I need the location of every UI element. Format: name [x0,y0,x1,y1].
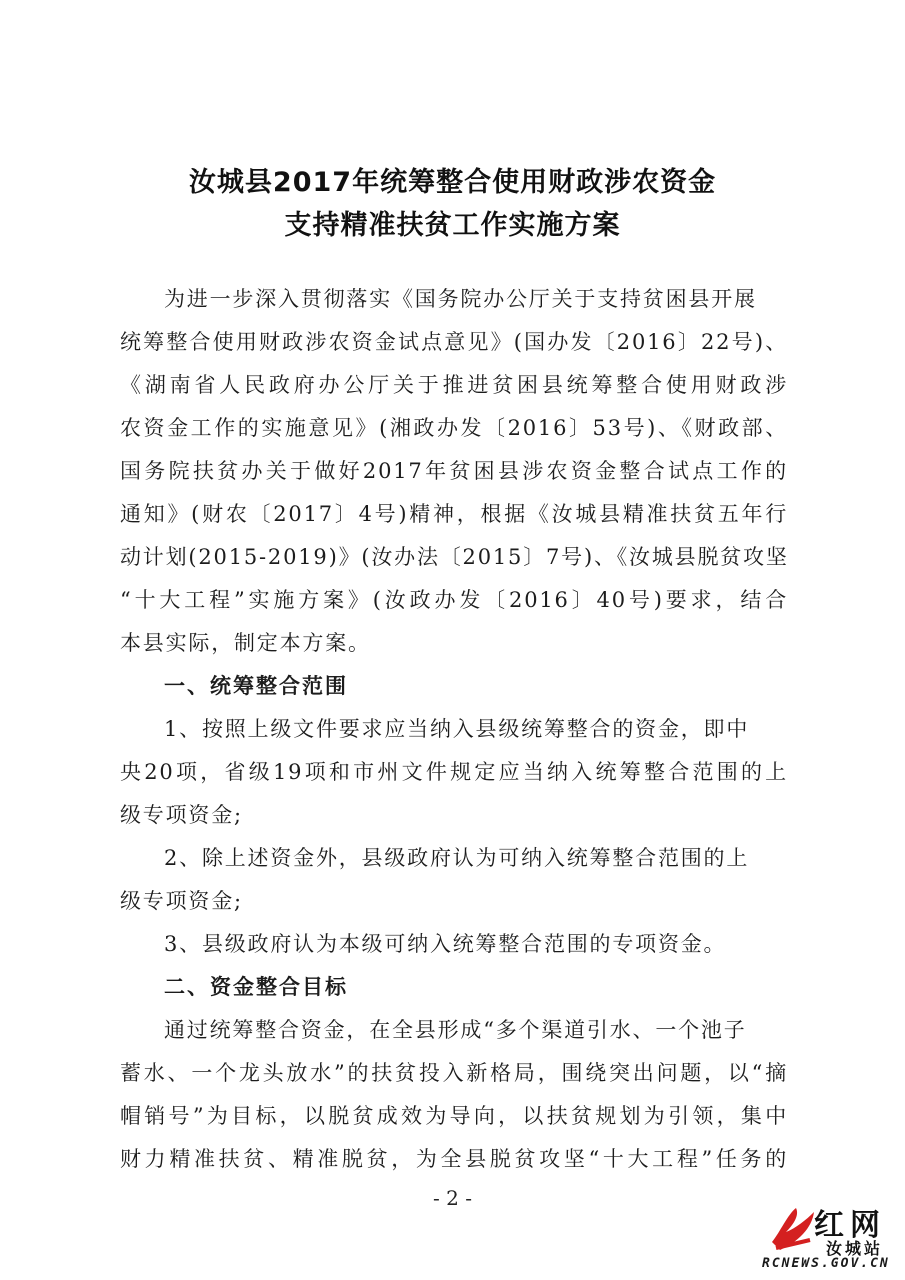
body-line: 级专项资金; [120,889,243,913]
watermark-station: 汝城站 [826,1239,884,1258]
body-line: 帽销号”为目标，以脱贫成效为导向，以扶贫规划为引领，集中 [120,1104,788,1128]
body-line: 《湖南省人民政府办公厅关于推进贫困县统筹整合使用财政涉 [120,373,788,397]
body-line: 财力精准扶贫、精准脱贫，为全县脱贫攻坚“十大工程”任务的 [120,1147,788,1171]
section-heading-2: 二、资金整合目标 [164,975,348,999]
watermark-url: RCNEWS.GOV.CN [762,1256,890,1271]
document-title-line-1: 汝城县2017年统筹整合使用财政涉农资金 [188,167,717,198]
body-line: 国务院扶贫办关于做好2017年贫困县涉农资金整合试点工作的 [120,459,788,483]
body-line: 蓄水、一个龙头放水”的扶贫投入新格局，围绕突出问题，以“摘 [120,1061,788,1085]
page-number: - 2 - [433,1186,472,1210]
body-line: 1、按照上级文件要求应当纳入县级统筹整合的资金，即中 [164,717,750,741]
rednet-logo-icon [766,1202,820,1254]
body-line: 通知》(财农〔2017〕4号)精神，根据《汝城县精准扶贫五年行 [120,502,788,526]
body-line: 农资金工作的实施意见》(湘政办发〔2016〕53号)、《财政部、 [120,416,788,440]
section-heading-1: 一、统筹整合范围 [164,674,348,698]
body-line: 央20项，省级19项和市州文件规定应当纳入统筹整合范围的上 [120,760,788,784]
body-line: 本县实际，制定本方案。 [120,631,371,655]
watermark-logo [760,1198,900,1276]
watermark-name: 红网 [814,1208,886,1243]
body-line: 为进一步深入贯彻落实《国务院办公厅关于支持贫困县开展 [164,287,757,311]
body-line: 动计划(2015-2019)》(汝办法〔2015〕7号)、《汝城县脱贫攻坚 [120,545,789,569]
body-line: 统筹整合使用财政涉农资金试点意见》(国办发〔2016〕22号)、 [120,330,788,354]
body-line: 3、县级政府认为本级可纳入统筹整合范围的专项资金。 [164,932,727,956]
body-line: “十大工程”实施方案》(汝政办发〔2016〕40号)要求，结合 [120,588,788,612]
document-title-line-2: 支持精准扶贫工作实施方案 [284,210,621,241]
body-line: 通过统筹整合资金，在全县形成“多个渠道引水、一个池子 [164,1018,747,1042]
body-line: 2、除上述资金外，县级政府认为可纳入统筹整合范围的上 [164,846,750,870]
body-line: 级专项资金; [120,803,243,827]
